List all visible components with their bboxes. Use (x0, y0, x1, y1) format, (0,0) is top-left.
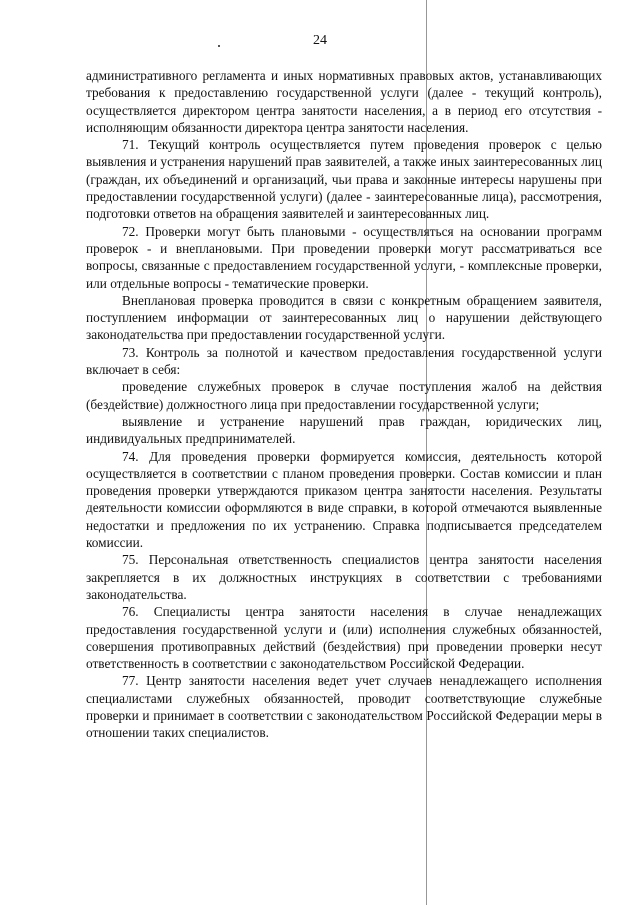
paragraph-71: 71. Текущий контроль осуществляется путем проведения проверок с целью выявления и устранения нарушений прав заявителей, а также иных заинтересованных лиц (граждан, их объединений и организаций, чьи права и законные интересы нарушены при предоставлении государственной услуги) (далее - заинтересованные лица), рассмотрения, подготовки ответов на обращения заявителей и заинтересованных лиц. (86, 137, 602, 222)
paragraph-73-item-1: проведение служебных проверок в случае поступления жалоб на действия (бездействие) должностного лица при предоставлении государственной услуги; (86, 379, 602, 412)
paragraph-73-item-2: выявление и устранение нарушений прав граждан, юридических лиц, индивидуальных предпринимателей. (86, 413, 602, 447)
paragraph-75: 75. Персональная ответственность специалистов центра занятости населения закрепляется в их должностных инструкциях в соответствии с требованиями законодательства. (86, 552, 602, 602)
paragraph-73: 73. Контроль за полнотой и качеством предоставления государственной услуги включает в себя: (86, 344, 602, 378)
paragraph-72: 72. Проверки могут быть плановыми - осуществляться на основании программ проверок - и внеплановыми. При проведении проверки могут рассматриваться все вопросы, связанные с предоставлением государственной услуги, - комплексные проверки, или отдельные вопросы - тематические проверки. (86, 223, 602, 291)
paragraph-continuation: административного регламента и иных нормативных правовых актов, устанавливающих требования к предоставлению государственной услуги (далее - текущий контроль), осуществляется директором центра занятости населения, а в период его отсутствия - исполняющим обязанности директора центра занятости населения. (86, 68, 602, 135)
page-number: 24 (313, 33, 327, 48)
paragraph-74: 74. Для проведения проверки формируется комиссия, деятельность которой осуществляется в соответствии с планом проведения проверки. Состав комиссии и план проведения проверки утверждаются приказом центра занятости населения. Результаты деятельности комиссии оформляются в виде справки, в которой отмечаются выявленные недостатки и предложения по их устранению. Справка подписывается председателем комиссии. (86, 448, 602, 551)
document-body (86, 67, 602, 742)
paragraph-76: 76. Специалисты центра занятости населения в случае ненадлежащих предоставления государственной услуги и (или) исполнения служебных обязанностей, совершения противоправных действий (бездействия) при проведении проверки несут ответственность в соответствии с законодательством Российской Федерации. (86, 604, 602, 672)
paragraph-72-unscheduled: Внеплановая проверка проводится в связи с конкретным обращением заявителя, поступлением информации от заинтересованных лиц о нарушении действующего законодательства при предоставлении государственной услуги. (86, 292, 602, 343)
paragraph-77: 77. Центр занятости населения ведет учет случаев ненадлежащего исполнения специалистами служебных обязанностей, проводит соответствующие служебные проверки и принимает в соответствии с законодательством Российской Федерации меры в отношении таких специалистов. (86, 673, 602, 741)
